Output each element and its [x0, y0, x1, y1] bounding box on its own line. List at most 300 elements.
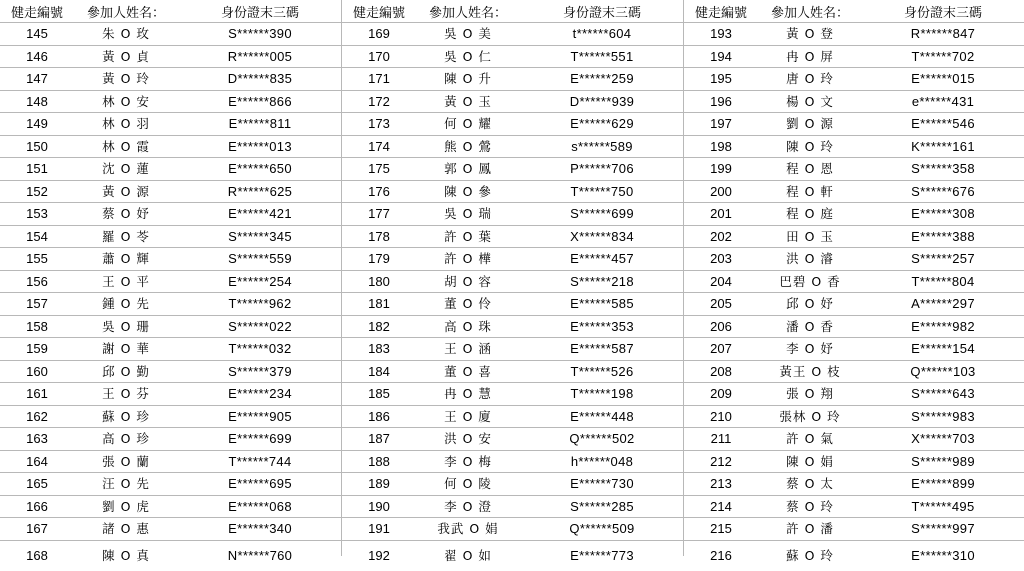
- cell-name: 蘇 O 珍: [74, 405, 178, 428]
- table-row: [342, 45, 684, 68]
- participant-table: [342, 0, 684, 571]
- cell-number: 188: [342, 450, 416, 473]
- table-row: [684, 293, 1024, 316]
- column-header-name: 參加人姓名：: [416, 0, 520, 23]
- table-row: [0, 225, 342, 248]
- table-row: [342, 225, 684, 248]
- cell-name: 洪 O 濬: [758, 248, 862, 271]
- cell-id-suffix: E******340: [178, 518, 342, 541]
- cell-name: 吳 O 仁: [416, 45, 520, 68]
- cell-id-suffix: E******650: [178, 158, 342, 181]
- table-row: [0, 338, 342, 361]
- cell-name: 冉 O 屏: [758, 45, 862, 68]
- cell-id-suffix: S******390: [178, 23, 342, 46]
- table-row: [0, 473, 342, 496]
- column-header-id-suffix: 身份證末三碼: [178, 0, 342, 23]
- cell-name: 何 O 耀: [416, 113, 520, 136]
- cell-id-suffix: E******982: [862, 315, 1024, 338]
- table-row: [684, 540, 1024, 571]
- table-row: [0, 405, 342, 428]
- cell-name: 許 O 氣: [758, 428, 862, 451]
- cell-name: 吳 O 瑞: [416, 203, 520, 226]
- table-block: [342, 0, 684, 563]
- cell-number: 161: [0, 383, 74, 406]
- table-row: [342, 428, 684, 451]
- cell-id-suffix: E******811: [178, 113, 342, 136]
- cell-name: 黃王 O 枝: [758, 360, 862, 383]
- table-row: [0, 293, 342, 316]
- cell-name: 諸 O 惠: [74, 518, 178, 541]
- cell-id-suffix: E******353: [520, 315, 684, 338]
- cell-name: 鍾 O 先: [74, 293, 178, 316]
- cell-number: 151: [0, 158, 74, 181]
- table-row: [0, 540, 342, 571]
- header-row: [684, 0, 1024, 23]
- cell-name: 黃 O 源: [74, 180, 178, 203]
- table-row: [684, 383, 1024, 406]
- cell-name: 高 O 珍: [74, 428, 178, 451]
- table-row: [684, 203, 1024, 226]
- cell-name: 張 O 翔: [758, 383, 862, 406]
- cell-name: 蘇 O 玲: [786, 548, 834, 563]
- table-row: [342, 113, 684, 136]
- column-header-id-suffix: 身份證末三碼: [520, 0, 684, 23]
- cell-name: 我武 O 娟: [416, 518, 520, 541]
- cell-name: 李 O 妤: [758, 338, 862, 361]
- cell-id-suffix: S******983: [862, 405, 1024, 428]
- cell-number: 213: [684, 473, 758, 496]
- table-row: [0, 68, 342, 91]
- cell-number: 186: [342, 405, 416, 428]
- cell-id-suffix: E******905: [178, 405, 342, 428]
- cell-id-suffix: S******643: [862, 383, 1024, 406]
- table-row: [342, 495, 684, 518]
- cell-number: 177: [342, 203, 416, 226]
- cell-id-suffix: S******676: [862, 180, 1024, 203]
- cell-name: 熊 O 鶯: [416, 135, 520, 158]
- cell-number: 146: [0, 45, 74, 68]
- table-block: [0, 0, 342, 563]
- table-row: [342, 135, 684, 158]
- cell-name: 劉 O 源: [758, 113, 862, 136]
- cell-id-suffix: E******068: [178, 495, 342, 518]
- cell-number: 175: [342, 158, 416, 181]
- cell-id-suffix: S******358: [862, 158, 1024, 181]
- cell-id-suffix: T******750: [520, 180, 684, 203]
- cell-number: 150: [0, 135, 74, 158]
- cell-name: 何 O 陵: [416, 473, 520, 496]
- cell-name: 林 O 安: [74, 90, 178, 113]
- cell-number: 190: [342, 495, 416, 518]
- cell-number: 178: [342, 225, 416, 248]
- header-row: [0, 0, 342, 23]
- cell-id-suffix: T******962: [178, 293, 342, 316]
- table-row: [0, 45, 342, 68]
- cell-name: 蔡 O 妤: [74, 203, 178, 226]
- cell-number: 211: [684, 428, 758, 451]
- cell-number: 163: [0, 428, 74, 451]
- table-row: [342, 383, 684, 406]
- cell-name: 謝 O 華: [74, 338, 178, 361]
- table-row: [342, 338, 684, 361]
- cell-name: 吳 O 珊: [74, 315, 178, 338]
- cell-id-suffix: S******989: [862, 450, 1024, 473]
- table-row: [342, 450, 684, 473]
- cell-number: 214: [684, 495, 758, 518]
- cell-number: 194: [684, 45, 758, 68]
- table-row: [0, 518, 342, 541]
- cell-number: 159: [0, 338, 74, 361]
- cell-name: 陳 O 玲: [758, 135, 862, 158]
- cell-number: 191: [342, 518, 416, 541]
- cell-name: 董 O 喜: [416, 360, 520, 383]
- cell-name: 程 O 軒: [758, 180, 862, 203]
- table-row: [342, 518, 684, 541]
- table-row: [342, 473, 684, 496]
- cell-number: 148: [0, 90, 74, 113]
- table-row: [342, 158, 684, 181]
- cell-name: 陳 O 參: [416, 180, 520, 203]
- cell-number: 147: [0, 68, 74, 91]
- cell-number: 209: [684, 383, 758, 406]
- cell-name: 高 O 珠: [416, 315, 520, 338]
- cell-number: 171: [342, 68, 416, 91]
- column-header-id-suffix: 身份證末三碼: [862, 0, 1024, 23]
- cell-name: 許 O 樺: [416, 248, 520, 271]
- cell-id-suffix: E******629: [520, 113, 684, 136]
- cell-id-suffix: T******198: [520, 383, 684, 406]
- cell-id-suffix: T******495: [862, 495, 1024, 518]
- cell-number: 165: [0, 473, 74, 496]
- cell-name: 唐 O 玲: [758, 68, 862, 91]
- cell-name: 黃 O 登: [758, 23, 862, 46]
- cell-id-suffix: E******234: [178, 383, 342, 406]
- cell-id-suffix: A******297: [862, 293, 1024, 316]
- cell-number: 174: [342, 135, 416, 158]
- cell-name: 劉 O 虎: [74, 495, 178, 518]
- cell-name: 羅 O 苓: [74, 225, 178, 248]
- cell-number: 189: [342, 473, 416, 496]
- table-row: [0, 113, 342, 136]
- cell-name: 吳 O 美: [416, 23, 520, 46]
- cell-id-suffix: S******379: [178, 360, 342, 383]
- cell-name: 林 O 霞: [74, 135, 178, 158]
- cell-id-suffix: R******625: [178, 180, 342, 203]
- cell-name: 董 O 伶: [416, 293, 520, 316]
- cell-id-suffix: S******285: [520, 495, 684, 518]
- cell-name: 翟 O 如: [444, 548, 492, 563]
- cell-id-suffix: E******388: [862, 225, 1024, 248]
- table-row: [342, 203, 684, 226]
- cell-name: 程 O 恩: [758, 158, 862, 181]
- cell-number: 172: [342, 90, 416, 113]
- cell-name: 陳 O 真: [102, 548, 150, 563]
- cell-id-suffix: E******254: [178, 270, 342, 293]
- cell-id-suffix: S******257: [862, 248, 1024, 271]
- cell-name: 程 O 庭: [758, 203, 862, 226]
- cell-id-suffix: E******730: [520, 473, 684, 496]
- cell-number: 185: [342, 383, 416, 406]
- table-row: [684, 518, 1024, 541]
- cell-id-suffix: X******834: [520, 225, 684, 248]
- cell-id-suffix: E******899: [862, 473, 1024, 496]
- participant-table: [684, 0, 1024, 571]
- cell-id-suffix: S******997: [862, 518, 1024, 541]
- table-row: [684, 113, 1024, 136]
- cell-number: 170: [342, 45, 416, 68]
- cell-name: 胡 O 容: [416, 270, 520, 293]
- cell-id-suffix: s******589: [520, 135, 684, 158]
- table-row: [342, 23, 684, 46]
- cell-id-suffix: E******585: [520, 293, 684, 316]
- table-row: [0, 428, 342, 451]
- cell-id-suffix: E******013: [178, 135, 342, 158]
- cell-number: 208: [684, 360, 758, 383]
- cell-name: 楊 O 文: [758, 90, 862, 113]
- cell-name: 黃 O 貞: [74, 45, 178, 68]
- table-row: [684, 45, 1024, 68]
- cell-id-suffix: T******551: [520, 45, 684, 68]
- cell-number: 203: [684, 248, 758, 271]
- cell-number: 212: [684, 450, 758, 473]
- cell-name: 王 O 涵: [416, 338, 520, 361]
- table-row: [0, 315, 342, 338]
- cell-name: 王 O 廈: [416, 405, 520, 428]
- cell-id-suffix: K******161: [862, 135, 1024, 158]
- table-row: [0, 450, 342, 473]
- cell-number: 160: [0, 360, 74, 383]
- cell-number: 187: [342, 428, 416, 451]
- cell-number: 155: [0, 248, 74, 271]
- table-row: [0, 495, 342, 518]
- cell-name: 潘 O 香: [758, 315, 862, 338]
- cell-number: 176: [342, 180, 416, 203]
- cell-name: 王 O 平: [74, 270, 178, 293]
- cell-name: 許 O 葉: [416, 225, 520, 248]
- cell-number: 156: [0, 270, 74, 293]
- cell-name: 田 O 玉: [758, 225, 862, 248]
- cell-number: 167: [0, 518, 74, 541]
- cell-number: 166: [0, 495, 74, 518]
- cell-name: 郭 O 鳳: [416, 158, 520, 181]
- cell-name: 冉 O 慧: [416, 383, 520, 406]
- cell-name: 許 O 潘: [758, 518, 862, 541]
- table-row: [342, 248, 684, 271]
- cell-number: 153: [0, 203, 74, 226]
- cell-name: 蕭 O 輝: [74, 248, 178, 271]
- cell-name: 蔡 O 玲: [758, 495, 862, 518]
- column-header-number: 健走編號: [342, 0, 416, 23]
- cell-number: 154: [0, 225, 74, 248]
- table-row: [684, 450, 1024, 473]
- cell-number: 158: [0, 315, 74, 338]
- table-row: [0, 90, 342, 113]
- cell-number: 173: [342, 113, 416, 136]
- table-row: [0, 135, 342, 158]
- cell-number: 201: [684, 203, 758, 226]
- cell-id-suffix: S******699: [520, 203, 684, 226]
- table-row: [0, 248, 342, 271]
- table-row: [684, 23, 1024, 46]
- table-row: [0, 270, 342, 293]
- cell-number: 196: [684, 90, 758, 113]
- cell-number: 199: [684, 158, 758, 181]
- cell-name: 沈 O 蓮: [74, 158, 178, 181]
- table-row: [684, 90, 1024, 113]
- table-row: [342, 360, 684, 383]
- cell-id-suffix: N******760: [227, 548, 293, 563]
- cell-number: 216: [710, 548, 732, 563]
- cell-name: 李 O 澄: [416, 495, 520, 518]
- cell-number: 157: [0, 293, 74, 316]
- cell-number: 169: [342, 23, 416, 46]
- cell-id-suffix: E******154: [862, 338, 1024, 361]
- table-row: [684, 158, 1024, 181]
- table-row: [684, 428, 1024, 451]
- cell-number: 184: [342, 360, 416, 383]
- cell-id-suffix: E******699: [178, 428, 342, 451]
- cell-number: 145: [0, 23, 74, 46]
- cell-id-suffix: T******702: [862, 45, 1024, 68]
- table-row: [0, 383, 342, 406]
- cell-name: 王 O 芬: [74, 383, 178, 406]
- cell-id-suffix: T******804: [862, 270, 1024, 293]
- cell-id-suffix: P******706: [520, 158, 684, 181]
- table-row: [342, 90, 684, 113]
- cell-id-suffix: h******048: [520, 450, 684, 473]
- cell-id-suffix: D******939: [520, 90, 684, 113]
- cell-number: 164: [0, 450, 74, 473]
- cell-id-suffix: Q******502: [520, 428, 684, 451]
- cell-id-suffix: e******431: [862, 90, 1024, 113]
- participant-table: [0, 0, 342, 571]
- cell-id-suffix: S******559: [178, 248, 342, 271]
- cell-number: 183: [342, 338, 416, 361]
- cell-number: 210: [684, 405, 758, 428]
- table-row: [342, 180, 684, 203]
- cell-number: 180: [342, 270, 416, 293]
- table-row: [684, 270, 1024, 293]
- cell-id-suffix: E******695: [178, 473, 342, 496]
- table-row: [684, 135, 1024, 158]
- cell-name: 李 O 梅: [416, 450, 520, 473]
- cell-id-suffix: R******847: [862, 23, 1024, 46]
- cell-id-suffix: E******587: [520, 338, 684, 361]
- cell-number: 182: [342, 315, 416, 338]
- cell-name: 洪 O 安: [416, 428, 520, 451]
- cell-number: 162: [0, 405, 74, 428]
- column-header-name: 參加人姓名：: [74, 0, 178, 23]
- cell-number: 193: [684, 23, 758, 46]
- cell-id-suffix: E******457: [520, 248, 684, 271]
- cell-number: 206: [684, 315, 758, 338]
- cell-number: 152: [0, 180, 74, 203]
- cell-number: 168: [26, 548, 48, 563]
- cell-id-suffix: E******308: [862, 203, 1024, 226]
- table-row: [342, 270, 684, 293]
- cell-number: 192: [368, 548, 390, 563]
- cell-name: 林 O 羽: [74, 113, 178, 136]
- cell-name: 邱 O 勤: [74, 360, 178, 383]
- cell-id-suffix: E******259: [520, 68, 684, 91]
- cell-id-suffix: E******866: [178, 90, 342, 113]
- table-row: [342, 68, 684, 91]
- table-row: [684, 405, 1024, 428]
- cell-number: 204: [684, 270, 758, 293]
- cell-id-suffix: T******744: [178, 450, 342, 473]
- cell-id-suffix: E******310: [911, 548, 975, 563]
- table-row: [0, 23, 342, 46]
- cell-name: 張林 O 玲: [758, 405, 862, 428]
- cell-id-suffix: R******005: [178, 45, 342, 68]
- cell-id-suffix: T******032: [178, 338, 342, 361]
- cell-number: 179: [342, 248, 416, 271]
- table-row: [684, 360, 1024, 383]
- cell-name: 張 O 蘭: [74, 450, 178, 473]
- cell-id-suffix: S******345: [178, 225, 342, 248]
- cell-name: 汪 O 先: [74, 473, 178, 496]
- cell-id-suffix: t******604: [520, 23, 684, 46]
- table-row: [684, 225, 1024, 248]
- cell-number: 205: [684, 293, 758, 316]
- table-row: [342, 293, 684, 316]
- cell-id-suffix: E******421: [178, 203, 342, 226]
- cell-id-suffix: E******546: [862, 113, 1024, 136]
- cell-id-suffix: E******448: [520, 405, 684, 428]
- cell-number: 200: [684, 180, 758, 203]
- cell-id-suffix: E******015: [862, 68, 1024, 91]
- cell-id-suffix: S******022: [178, 315, 342, 338]
- column-header-name: 參加人姓名：: [758, 0, 862, 23]
- cell-id-suffix: Q******103: [862, 360, 1024, 383]
- table-row: [684, 495, 1024, 518]
- cell-number: 198: [684, 135, 758, 158]
- cell-id-suffix: E******773: [570, 548, 634, 563]
- table-row: [684, 338, 1024, 361]
- cell-name: 邱 O 妤: [758, 293, 862, 316]
- header-row: [342, 0, 684, 23]
- cell-id-suffix: T******526: [520, 360, 684, 383]
- cell-name: 蔡 O 太: [758, 473, 862, 496]
- cell-number: 181: [342, 293, 416, 316]
- table-row: [684, 473, 1024, 496]
- table-row: [0, 203, 342, 226]
- table-row: [342, 315, 684, 338]
- cell-id-suffix: S******218: [520, 270, 684, 293]
- cell-id-suffix: Q******509: [520, 518, 684, 541]
- table-block: [684, 0, 1024, 563]
- column-header-number: 健走編號: [684, 0, 758, 23]
- cell-number: 207: [684, 338, 758, 361]
- table-row: [342, 405, 684, 428]
- cell-name: 黃 O 玉: [416, 90, 520, 113]
- table-row: [0, 180, 342, 203]
- cell-id-suffix: D******835: [178, 68, 342, 91]
- cell-number: 202: [684, 225, 758, 248]
- cell-number: 197: [684, 113, 758, 136]
- table-row: [0, 360, 342, 383]
- table-row: [342, 540, 684, 571]
- cell-number: 215: [684, 518, 758, 541]
- cell-number: 149: [0, 113, 74, 136]
- table-row: [684, 68, 1024, 91]
- column-header-number: 健走編號: [0, 0, 74, 23]
- cell-id-suffix: X******703: [862, 428, 1024, 451]
- cell-name: 巴碧 O 香: [758, 270, 862, 293]
- table-row: [684, 248, 1024, 271]
- cell-name: 黃 O 玲: [74, 68, 178, 91]
- table-row: [684, 315, 1024, 338]
